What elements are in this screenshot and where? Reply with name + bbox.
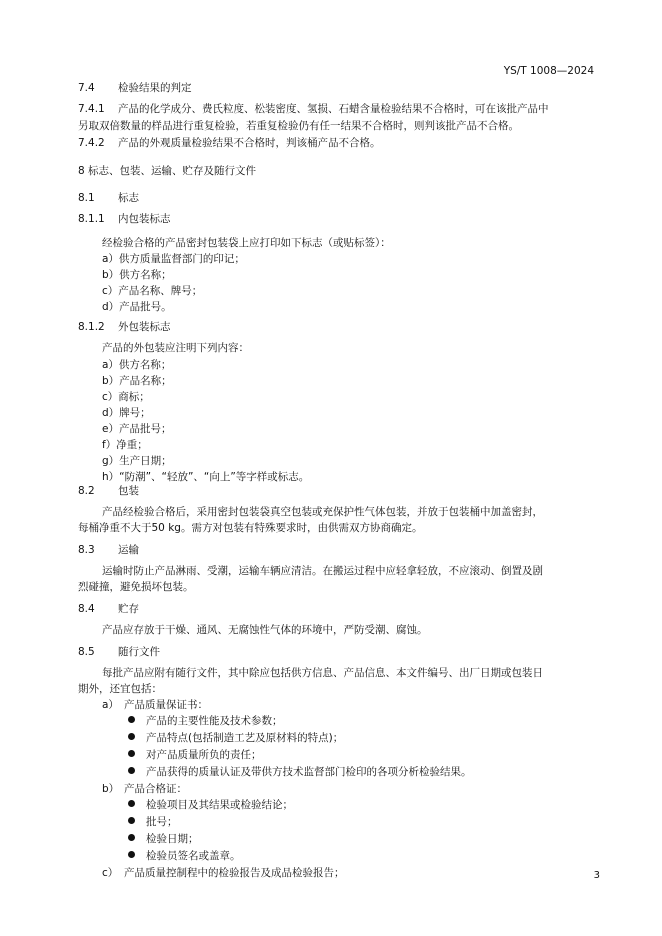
list-item: b）供方名称； (102, 269, 172, 281)
list-item: d）产品批号。 (102, 301, 172, 313)
document-code: YS/T 1008—2024 (503, 65, 594, 77)
section-8-2-heading (78, 484, 139, 498)
clause-7-4-1-line1 (78, 102, 549, 116)
clause-7-4-2 (78, 136, 381, 150)
section-title: 内包装标志 (118, 213, 171, 225)
section-title: 标志 (118, 192, 139, 204)
section-title: 贮存 (118, 603, 139, 615)
transport-text-line2: 烈碰撞，避免损坏包装。 (78, 581, 194, 593)
list-item: a）供方名称； (102, 359, 172, 371)
list-item-c (102, 866, 345, 880)
bullet-item (128, 798, 293, 812)
list-item: a）供方质量监督部门的印记； (102, 253, 245, 265)
list-item: h）“防潮”、“轻放”、“向上”等字样或标志。 (102, 471, 310, 483)
section-title: 运输 (118, 544, 139, 556)
bullet-text: 检验项目及其结果或检验结论； (146, 799, 293, 811)
section-7-4-heading (78, 81, 192, 95)
list-text: 产品合格证： (124, 783, 187, 795)
section-title: 检验结果的判定 (118, 82, 192, 94)
clause-number: 7.4.1 (78, 103, 105, 115)
list-item: c）商标； (102, 391, 150, 403)
storage-text: 产品应存放于干燥、通风、无腐蚀性气体的环境中，严防受潮、腐蚀。 (102, 624, 428, 636)
bullet-text: 对产品质量所负的责任； (146, 749, 262, 761)
section-number: 8.1.2 (78, 321, 105, 333)
bullet-text: 产品的主要性能及技术参数； (146, 715, 283, 727)
section-number: 8.5 (78, 646, 95, 658)
chapter-8-heading: 8 标志、包装、运输、贮存及随行文件 (78, 165, 257, 177)
section-8-1-heading (78, 191, 139, 205)
list-item: g）生产日期； (102, 455, 172, 467)
bullet-item (128, 714, 283, 728)
bullet-icon (128, 767, 135, 774)
list-text: 产品质量保证书： (124, 699, 208, 711)
packaging-text-line2: 每桶净重不大于50 kg。需方对包装有特殊要求时，由供需双方协商确定。 (78, 522, 423, 534)
list-text: 产品质量控制程中的检验报告及成品检验报告； (124, 867, 345, 879)
outer-marking-intro: 产品的外包装应注明下列内容： (102, 342, 249, 354)
section-title: 包装 (118, 485, 139, 497)
clause-text: 产品的化学成分、费氏粒度、松装密度、氢损、石蜡含量检验结果不合格时，可在该批产品中 (118, 103, 549, 115)
bullet-icon (128, 851, 135, 858)
bullet-text: 检验日期； (146, 833, 199, 845)
list-item: e）产品批号； (102, 423, 172, 435)
list-item-b (102, 782, 187, 796)
bullet-text: 产品获得的质量认证及带供方技术监督部门检印的各项分析检验结果。 (146, 766, 472, 778)
section-number: 8.2 (78, 485, 95, 497)
transport-text-line1: 运输时防止产品淋雨、受潮，运输车辆应清洁。在搬运过程中应轻拿轻放，不应滚动、倒置及剧 (102, 565, 543, 577)
section-title: 外包装标志 (118, 321, 171, 333)
bullet-item (128, 731, 343, 745)
bullet-item (128, 815, 178, 829)
list-label: c） (102, 867, 119, 879)
bullet-item (128, 849, 241, 863)
section-8-5-heading (78, 645, 160, 659)
inner-marking-intro: 经检验合格的产品密封包装袋上应打印如下标志（或贴标签）： (102, 237, 391, 249)
list-item: b）产品名称； (102, 375, 172, 387)
section-number: 8.4 (78, 603, 95, 615)
accompanying-docs-line1: 每批产品应附有随行文件，其中除应包括供方信息、产品信息、本文件编号、出厂日期或包装日 (102, 667, 543, 679)
list-label: a） (102, 699, 119, 711)
section-number: 8.1.1 (78, 213, 105, 225)
bullet-icon (128, 716, 135, 723)
section-8-3-heading (78, 543, 139, 557)
section-title: 随行文件 (118, 646, 160, 658)
accompanying-docs-line2: 期外，还宜包括： (78, 683, 162, 695)
bullet-icon (128, 834, 135, 841)
bullet-icon (128, 800, 135, 807)
bullet-text: 产品特点(包括制造工艺及原材料的特点)； (146, 732, 344, 744)
bullet-icon (128, 817, 135, 824)
list-item-a (102, 698, 208, 712)
section-8-1-1-heading (78, 212, 171, 226)
clause-7-4-1-line2: 另取双倍数量的样品进行重复检验，若重复检验仍有任一结果不合格时，则判该批产品不合格。 (78, 120, 519, 132)
section-number: 7.4 (78, 82, 95, 94)
bullet-icon (128, 733, 135, 740)
list-item: c）产品名称、牌号； (102, 285, 203, 297)
packaging-text-line1: 产品经检验合格后，采用密封包装袋真空包装或充保护性气体包装，并放于包装桶中加盖密封， (102, 506, 543, 518)
section-8-1-2-heading (78, 320, 171, 334)
bullet-item (128, 832, 199, 846)
page-number: 3 (593, 870, 600, 881)
bullet-text: 检验员签名或盖章。 (146, 850, 241, 862)
bullet-icon (128, 750, 135, 757)
bullet-item (128, 765, 472, 779)
list-item: d）牌号； (102, 407, 151, 419)
section-number: 8.1 (78, 192, 95, 204)
clause-number: 7.4.2 (78, 137, 105, 149)
list-label: b） (102, 783, 120, 795)
clause-text: 产品的外观质量检验结果不合格时，判该桶产品不合格。 (118, 137, 381, 149)
section-number: 8.3 (78, 544, 95, 556)
list-item: f）净重； (102, 439, 148, 451)
bullet-text: 批号； (146, 816, 178, 828)
section-8-4-heading (78, 602, 139, 616)
bullet-item (128, 748, 262, 762)
